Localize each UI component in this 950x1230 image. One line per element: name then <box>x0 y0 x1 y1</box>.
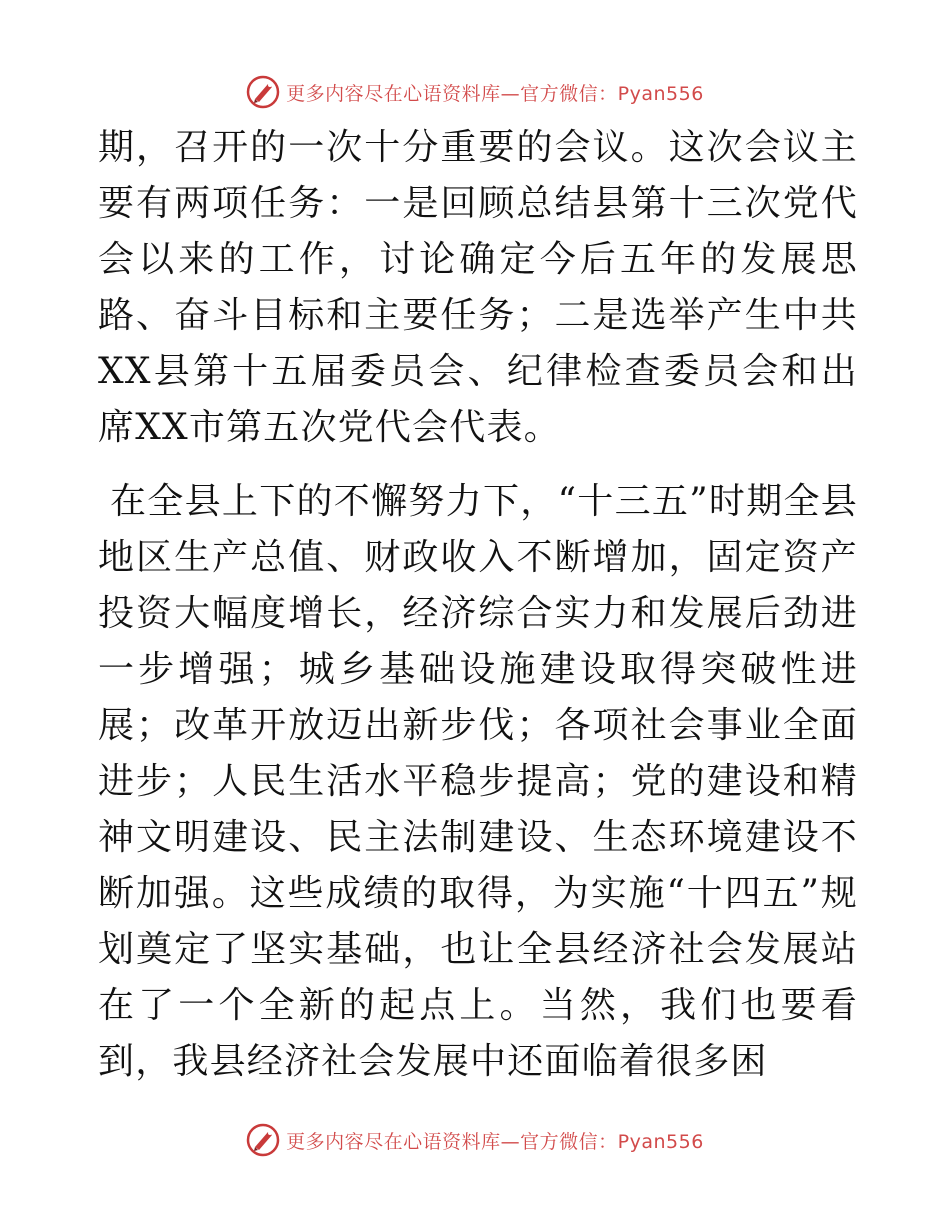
pen-logo-icon <box>246 75 280 109</box>
pen-logo-icon <box>246 1123 280 1157</box>
paragraph-1: 期，召开的一次十分重要的会议。这次会议主要有两项任务：一是回顾总结县第十三次党代会以来的工作，讨论确定今后五年的发展思路、奋斗目标和主要任务；二是选举产生中共XX县第十五届委员会、纪律检查委员会和出席XX市第五次党代会代表。 <box>98 127 858 448</box>
footer-watermark <box>0 1120 950 1160</box>
document-body <box>98 120 858 1090</box>
watermark-text: 更多内容尽在心语资料库—官方微信：Pyan556 <box>286 82 704 105</box>
paragraph-2: 在全县上下的不懈努力下，“十三五”时期全县地区生产总值、财政收入不断增加，固定资产投资大幅度增长，经济综合实力和发展后劲进一步增强；城乡基础设施建设取得突破性进展；改革开放迈出新步伐；各项社会事业全面进步；人民生活水平稳步提高；党的建设和精神文明建设、民主法制建设、生态环境建设不断加强。这些成绩的取得，为实施“十四五”规划奠定了坚实基础，也让全县经济社会发展站在了一个全新的起点上。当然，我们也要看到，我县经济社会发展中还面临着很多困 <box>98 481 858 1082</box>
header-watermark <box>0 72 950 112</box>
watermark-text: 更多内容尽在心语资料库—官方微信：Pyan556 <box>286 1130 704 1153</box>
